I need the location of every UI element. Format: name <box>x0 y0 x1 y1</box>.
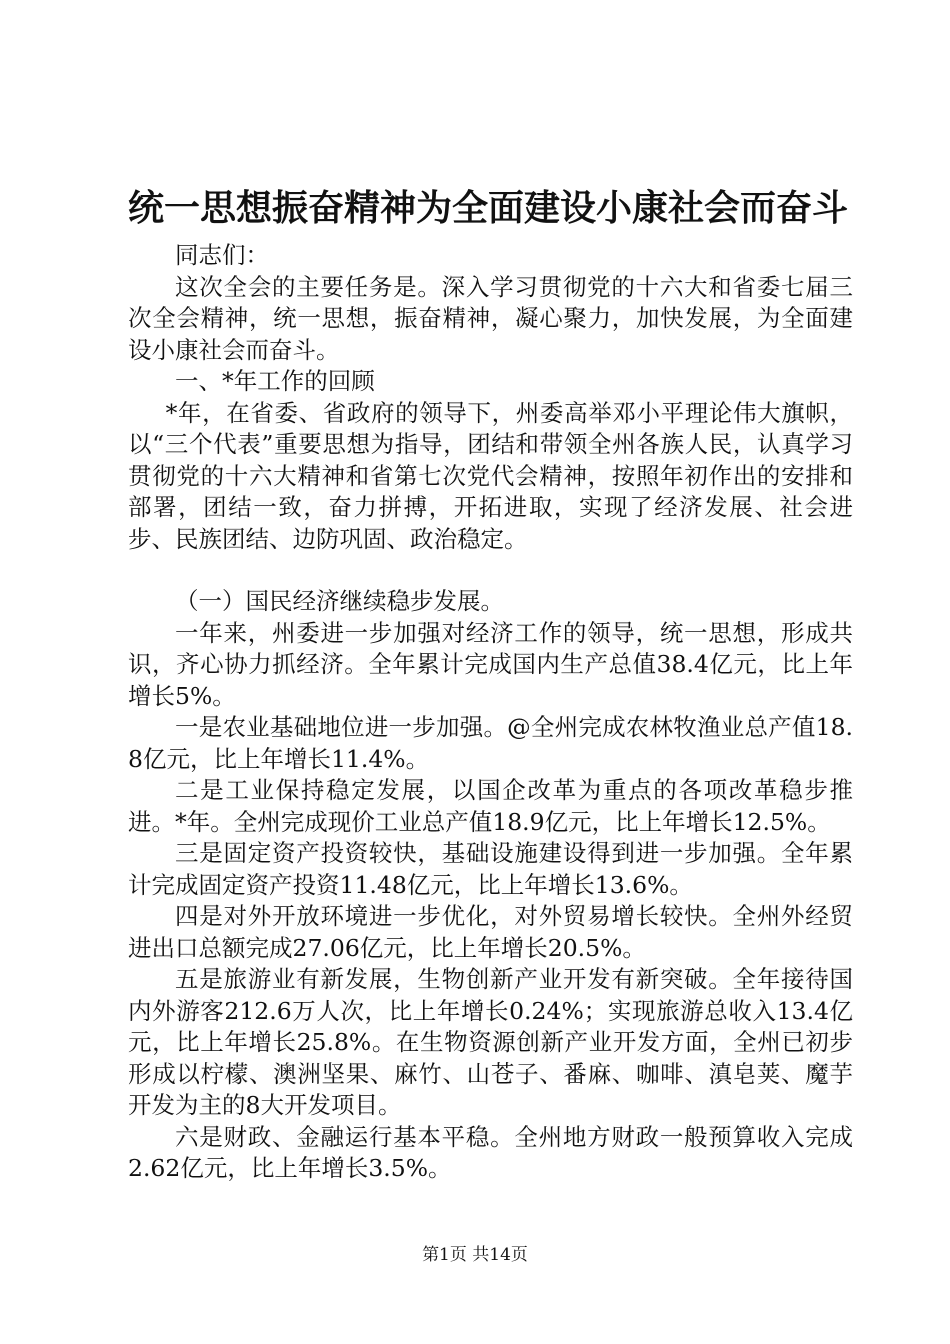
document-title: 统一思想振奋精神为全面建设小康社会而奋斗 <box>128 188 849 229</box>
salutation: 同志们： <box>175 241 269 269</box>
paragraph-intro: 这次全会的主要任务是。深入学习贯彻党的十六大和省委七届三次全会精神，统一思想，振奋精神，凝心聚力，加快发展，为全面建设小康社会而奋斗。 <box>128 272 853 364</box>
paragraph-trade: 四是对外开放环境进一步优化，对外贸易增长较快。全州外经贸进出口总额完成27.06亿元，比上年增长20.5%。 <box>128 902 853 962</box>
paragraph-industry: 二是工业保持稳定发展，以国企改革为重点的各项改革稳步推进。*年。全州完成现价工业总产值18.9亿元，比上年增长12.5%。 <box>128 776 853 836</box>
subsection-heading: （一）国民经济继续稳步发展。 <box>175 587 504 615</box>
section-heading: 一、*年工作的回顾 <box>175 367 375 395</box>
page-number: 第1页 共14页 <box>422 1245 528 1265</box>
paragraph-tourism: 五是旅游业有新发展，生物创新产业开发有新突破。全年接待国内外游客212.6万人次，比上年增长0.24%；实现旅游总收入13.4亿元，比上年增长25.8%。在生物资源创新产业开发方面，全州已初步形成以柠檬、澳洲坚果、麻竹、山苍子、番麻、咖啡、滇皂荚、魔芋开发为主的8大开发项目。 <box>128 965 853 1119</box>
document-body <box>128 240 853 1185</box>
paragraph-investment: 三是固定资产投资较快，基础设施建设得到进一步加强。全年累计完成固定资产投资11.48亿元，比上年增长13.6%。 <box>128 839 853 899</box>
paragraph-review: *年，在省委、省政府的领导下，州委高举邓小平理论伟大旗帜，以“三个代表”重要思想为指导，团结和带领全州各族人民，认真学习贯彻党的十六大精神和省第七次党代会精神，按照年初作出的安排和部署，团结一致，奋力拼搏，开拓进取，实现了经济发展、社会进步、民族团结、边防巩固、政治稳定。 <box>128 398 853 553</box>
paragraph-finance: 六是财政、金融运行基本平稳。全州地方财政一般预算收入完成2.62亿元，比上年增长3.5%。 <box>128 1122 853 1182</box>
paragraph-economy: 一年来，州委进一步加强对经济工作的领导，统一思想，形成共识，齐心协力抓经济。全年累计完成国内生产总值38.4亿元，比上年增长5%。 <box>128 618 853 710</box>
paragraph-agriculture: 一是农业基础地位进一步加强。@全州完成农林牧渔业总产值18.8亿元，比上年增长11.4%。 <box>128 713 853 773</box>
